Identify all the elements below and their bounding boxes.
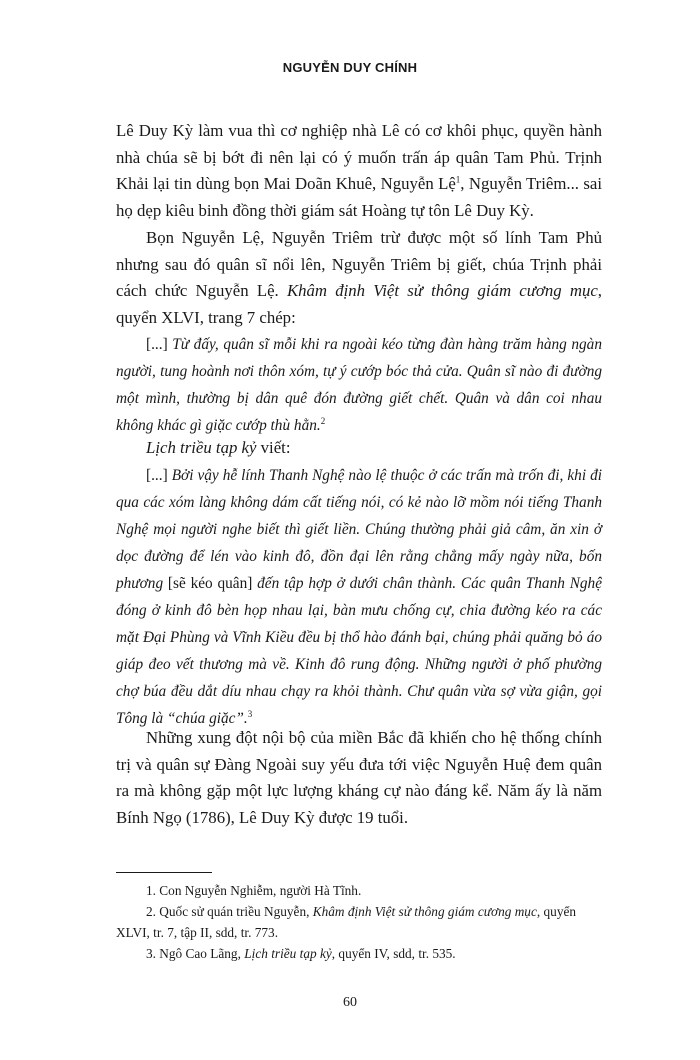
paragraph-2-book-title: Khâm định Việt sử thông giám cương mục — [286, 281, 598, 301]
quote-2-bracket: [sẽ kéo quân] — [167, 575, 253, 592]
footnotes — [116, 880, 602, 964]
footnote-ref-2[interactable]: 2 — [320, 415, 326, 426]
page-number: 60 — [343, 995, 357, 1010]
quote-2-ellipsis: [...] — [146, 467, 172, 484]
footnote-2 — [116, 901, 602, 943]
quote-2-text-a: Bởi vậy hễ lính Thanh Nghệ nào lệ thuộc ở các trấn mà trốn đi, khi đi qua các xóm làng không dám cất tiếng nói, có kẻ nào lỡ mồm nói tiếng Thanh Nghệ mọi người nghe biết thì giết liền. Chúng thường phải giả câm, ăn xin ở dọc đường để lén vào kinh đô, đồn đại lên rằng chẳng mấy ngày nữa, bốn phương — [116, 467, 602, 592]
footnote-2-start: 2. Quốc sử quán triều Nguyễn, — [146, 904, 313, 919]
footnote-3-end: , quyển IV, sdd, tr. 535. — [331, 946, 456, 961]
source-line — [116, 435, 602, 462]
source-title: Lịch triều tạp kỷ — [146, 438, 257, 457]
footnote-2-title: Khâm định Việt sử thông giám cương mục — [312, 904, 537, 919]
footnote-3 — [116, 943, 602, 964]
quote-1-ellipsis: [...] — [146, 336, 173, 353]
footnote-3-start: 3. Ngô Cao Lãng, — [146, 946, 245, 961]
running-header: NGUYỄN DUY CHÍNH — [282, 60, 418, 75]
footnote-1: 1. Con Nguyễn Nghiễm, người Hà Tĩnh. — [146, 883, 362, 898]
footnote-ref-1[interactable]: 1 — [455, 174, 461, 185]
paragraph-2-end: , quyển XLVI, trang 7 chép: — [116, 281, 602, 327]
source-verb: viết: — [256, 438, 291, 457]
paragraph-2 — [116, 225, 602, 331]
paragraph-3-text: Những xung đột nội bộ của miền Bắc đã khiến cho hệ thống chính trị và quân sự Đàng Ngoài suy yếu đưa tới việc Nguyễn Huệ đem quân ra mà không gặp một lực lượng kháng cự nào đáng kể. Năm ấy là năm Bính Ngọ (1786), Lê Duy Kỳ được 19 tuổi. — [116, 728, 602, 827]
paragraph-1-text: Lê Duy Kỳ làm vua thì cơ nghiệp nhà Lê có cơ khôi phục, quyền hành nhà chúa sẽ bị bớt đi nên lại có ý muốn trấn áp quân Tam Phủ. Trịnh Khải lại tin dùng bọn Mai Doãn Khuê, Nguyễn Lệ — [116, 121, 602, 194]
quote-1-text: Từ đấy, quân sĩ mỗi khi ra ngoài kéo từng đàn hàng trăm hàng ngàn người, tung hoành nơi thôn xóm, tự ý cướp bóc thả cửa. Quân sĩ nào đi đường một mình, thường bị dân quê đón đường giết chết. Quân và dân coi nhau không khác gì giặc cướp thù hằn. — [116, 336, 602, 434]
footnote-3-title: Lịch triều tạp kỷ — [244, 946, 332, 961]
quote-2 — [116, 462, 602, 732]
quote-1 — [116, 331, 602, 439]
paragraph-1-rest: , Nguyễn Triêm... sai họ dẹp kiêu binh đồng thời giám sát Hoàng tự tôn Lê Duy Kỳ. — [116, 174, 603, 220]
footnote-divider — [116, 872, 212, 873]
paragraph-1 — [116, 118, 602, 224]
paragraph-2-start: Bọn Nguyễn Lệ, Nguyễn Triêm trừ được một số lính Tam Phủ nhưng sau đó quân sĩ nổi lên, Nguyễn Triêm bị giết, chúa Trịnh phải cách chức Nguyễn Lệ. — [116, 228, 602, 301]
paragraph-3 — [116, 725, 602, 831]
footnote-ref-3[interactable]: 3 — [247, 708, 253, 719]
quote-2-text-b: đến tập hợp ở dưới chân thành. Các quân Thanh Nghệ đóng ở kinh đô bèn họp nhau lại, bàn mưu chống cự, chia đường kéo ra các mặt Đại Phùng và Vĩnh Kiều đều bị thổ hào đánh bại, chúng phải quăng bỏ áo giáp đeo vết thương mà về. Kinh đô rung động. Những người ở phố phường chợ búa đều dắt díu nhau chạy ra khỏi thành. Chư quân vừa sợ vừa giận, gọi Tông là “chúa giặc”. — [116, 575, 602, 727]
footnote-2-end: , quyển XLVI, tr. 7, tập II, sdd, tr. 773. — [116, 904, 577, 940]
